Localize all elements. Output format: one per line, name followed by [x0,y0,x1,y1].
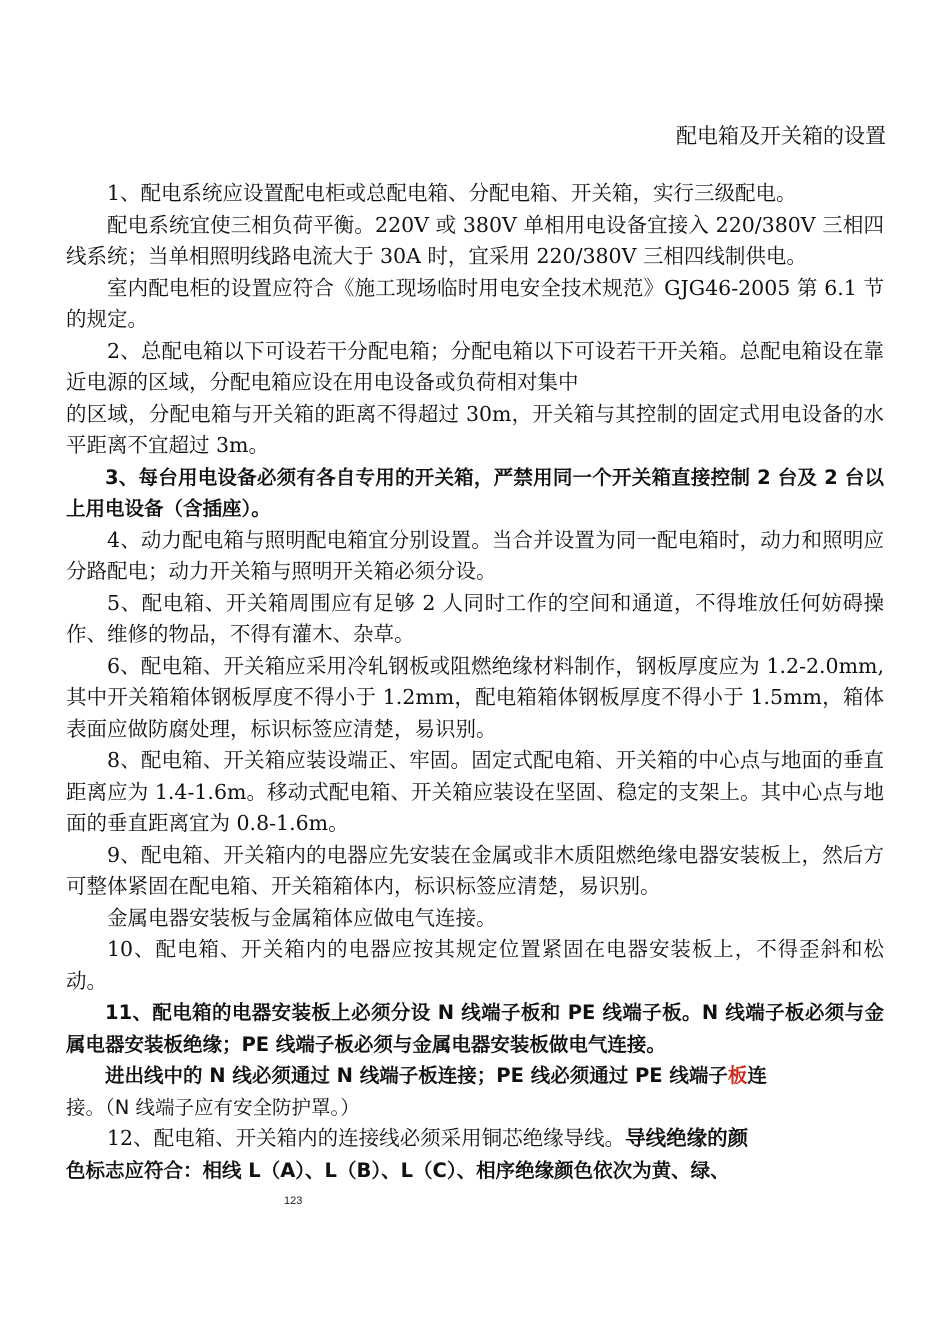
paragraph: 色标志应符合：相线 L（A）、L（B）、L（C）、相序绝缘颜色依次为黄、绿、 [66,1158,730,1182]
paragraph: 室内配电柜的设置应符合《施工现场临时用电安全技术规范》GJG46-2005 第 6.1 节的规定。 [66,275,884,331]
text-span: 12、配电箱、开关箱内的连接线必须采用铜芯绝缘导线。 [107,1126,626,1150]
text-span: 连 [747,1064,767,1087]
highlighted-char: 板 [727,1064,748,1087]
paragraph: 6、配电箱、开关箱应采用冷轧钢板或阻燃绝缘材料制作，钢板厚度应为 1.2-2.0mm, 其中开关箱箱体钢板厚度不得小于 1.2mm，配电箱箱体钢板厚度不得小于 1.5mm，箱体表面应做防腐处理，标识标签应清楚，易识别。 [66,653,884,741]
paragraph: 3、每台用电设备必须有各自专用的开关箱，严禁用同一个开关箱直接控制 2 台及 2 台以上用电设备（含插座）。 [66,465,884,520]
paragraph: 1、配电系统应设置配电柜或总配电箱、分配电箱、开关箱，实行三级配电。 [107,181,797,205]
paragraph: 8、配电箱、开关箱应装设端正、牢固。固定式配电箱、开关箱的中心点与地面的垂直距离应为 1.4-1.6m。移动式配电箱、开关箱应装设在坚固、稳定的支架上。其中心点与地面的垂直距离宜为 0.8-1.6m。 [66,748,884,835]
paragraph: 4、动力配电箱与照明配电箱宜分别设置。当合并设置为同一配电箱时，动力和照明应分路配电；动力开关箱与照明开关箱必须分设。 [66,527,884,583]
paragraph: 接。（N 线端子应有安全防护罩。） [66,1095,360,1119]
text-span: 进出线中的 N 线必须通过 N 线端子板连接；PE 线必须通过 PE 线端子 [105,1064,728,1087]
page-title: 配电箱及开关箱的设置 [676,124,886,148]
document-body [66,178,884,1186]
text-span: 导线绝缘的颜 [625,1126,749,1150]
paragraph [66,1060,884,1092]
paragraph: 的区域，分配电箱与开关箱的距离不得超过 30m，开关箱与其控制的固定式用电设备的水平距离不宜超过 3m。 [66,401,884,457]
paragraph: 9、配电箱、开关箱内的电器应先安装在金属或非木质阻燃绝缘电器安装板上，然后方可整体紧固在配电箱、开关箱箱体内，标识标签应清楚，易识别。 [66,842,884,898]
page-number: 123 [284,1195,303,1207]
paragraph: 5、配电箱、开关箱周围应有足够 2 人同时工作的空间和通道，不得堆放任何妨碍操作、维修的物品，不得有灌木、杂草。 [66,590,884,646]
paragraph: 2、总配电箱以下可设若干分配电箱；分配电箱以下可设若干开关箱。总配电箱设在靠近电源的区域，分配电箱应设在用电设备或负荷相对集中 [66,338,884,394]
paragraph: 金属电器安装板与金属箱体应做电气连接。 [107,905,497,930]
paragraph: 配电系统宜使三相负荷平衡。220V 或 380V 单相用电设备宜接入 220/380V 三相四线系统；当单相照明线路电流大于 30A 时，宜采用 220/380V 三相四线制供电。 [66,212,884,268]
paragraph: 11、配电箱的电器安装板上必须分设 N 线端子板和 PE 线端子板。N 线端子板必须与金属电器安装板绝缘；PE 线端子板必须与金属电器安装板做电气连接。 [66,1001,884,1056]
paragraph [66,1123,884,1155]
paragraph: 10、配电箱、开关箱内的电器应按其规定位置紧固在电器安装板上，不得歪斜和松动。 [66,937,884,993]
